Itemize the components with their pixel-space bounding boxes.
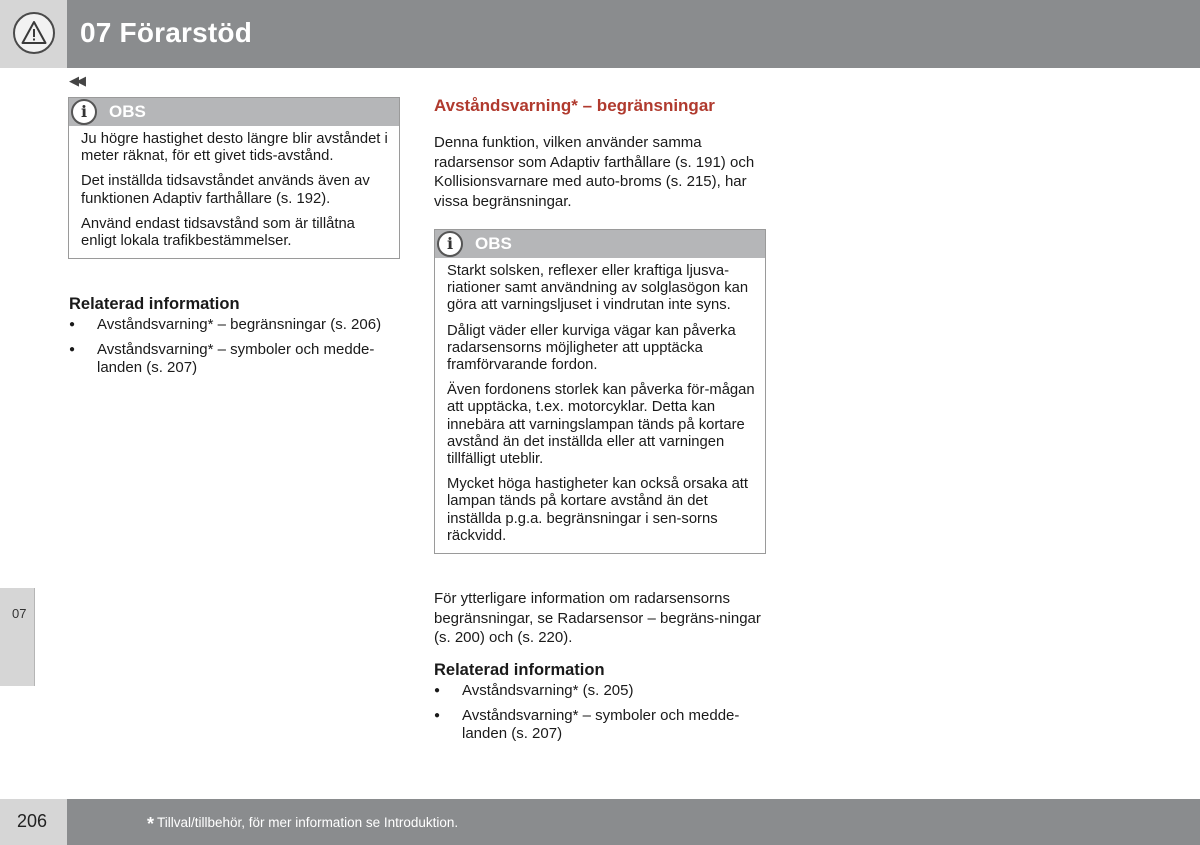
obs-paragraph: Använd endast tidsavstånd som är tillåtna enligt lokala trafikbestämmelser. <box>81 215 355 250</box>
side-tab-label: 07 <box>12 606 27 621</box>
footer-page-area <box>0 799 67 845</box>
obs-title: OBS <box>109 102 146 121</box>
warning-triangle-icon <box>13 12 55 54</box>
obs-note-left <box>68 97 400 259</box>
header-icon-area <box>0 0 67 68</box>
related-info-list <box>69 316 401 384</box>
obs-header <box>69 98 399 126</box>
obs-note-right <box>434 229 766 554</box>
obs-paragraph: Ju högre hastighet desto längre blir avståndet i meter räknat, för ett givet tids-avstånd. <box>81 131 388 165</box>
chapter-side-tab[interactable] <box>0 588 35 686</box>
page-footer <box>0 799 1200 845</box>
related-info-list <box>434 682 766 750</box>
obs-paragraph: Mycket höga hastigheter kan också orsaka att lampan tänds på kortare avstånd än det inställda p.g.a. begränsningar i sen-sorns räckvidd. <box>447 476 749 544</box>
chapter-title: 07 Förarstöd <box>80 17 252 48</box>
footnote-marker: * <box>147 814 155 834</box>
page-number: 206 <box>17 811 48 831</box>
obs-header <box>435 230 765 258</box>
obs-title: OBS <box>475 234 512 253</box>
obs-body <box>69 126 399 258</box>
related-info-heading: Relaterad information <box>69 295 240 313</box>
info-icon: i <box>437 231 463 257</box>
related-link[interactable]: ● Avståndsvarning* (s. 205) <box>434 682 766 701</box>
footnote-text: Tillval/tillbehör, för mer information se Introduktion. <box>157 815 459 830</box>
section-title: Avståndsvarning* – begränsningar <box>434 96 715 115</box>
related-info-heading: Relaterad information <box>434 661 605 679</box>
back-arrows-icon[interactable]: ◀◀ <box>69 73 83 88</box>
more-info-paragraph: För ytterligare information om radarsensorns begränsningar, se Radarsensor – begräns-ningar (s. 200) och (s. 220). <box>434 590 761 646</box>
obs-body <box>435 258 765 553</box>
intro-paragraph: Denna funktion, vilken använder samma radarsensor som Adaptiv farthållare (s. 191) och Kollisionsvarnare med auto-broms (s. 215), har vissa begränsningar. <box>434 134 755 210</box>
obs-paragraph: Dåligt väder eller kurviga vägar kan påverka radarsensorns möjligheter att upptäcka framförvarande fordon. <box>447 322 736 374</box>
related-link[interactable]: ● Avståndsvarning* – begränsningar (s. 206) <box>69 316 401 335</box>
obs-paragraph: Det inställda tidsavståndet används även av funktionen Adaptiv farthållare (s. 192). <box>81 173 370 207</box>
obs-paragraph: Starkt solsken, reflexer eller kraftiga ljusva-riationer samt användning av solglasögon kan göra att varningsljuset i vindrutan inte syns. <box>447 263 749 314</box>
footnote <box>147 814 458 835</box>
related-link[interactable]: ● Avståndsvarning* – symboler och medde-landen (s. 207) <box>434 707 766 744</box>
footer-bar <box>67 799 1200 845</box>
info-icon: i <box>71 99 97 125</box>
related-link[interactable]: ● Avståndsvarning* – symboler och medde-landen (s. 207) <box>69 341 401 378</box>
chapter-header <box>0 0 1200 68</box>
obs-paragraph: Även fordonens storlek kan påverka för-mågan att upptäcka, t.ex. motorcyklar. Detta kan innebära att varningslampan tänds på kortare avstånd än det inställda eller att varningen tillfälligt uteblir. <box>447 382 755 468</box>
